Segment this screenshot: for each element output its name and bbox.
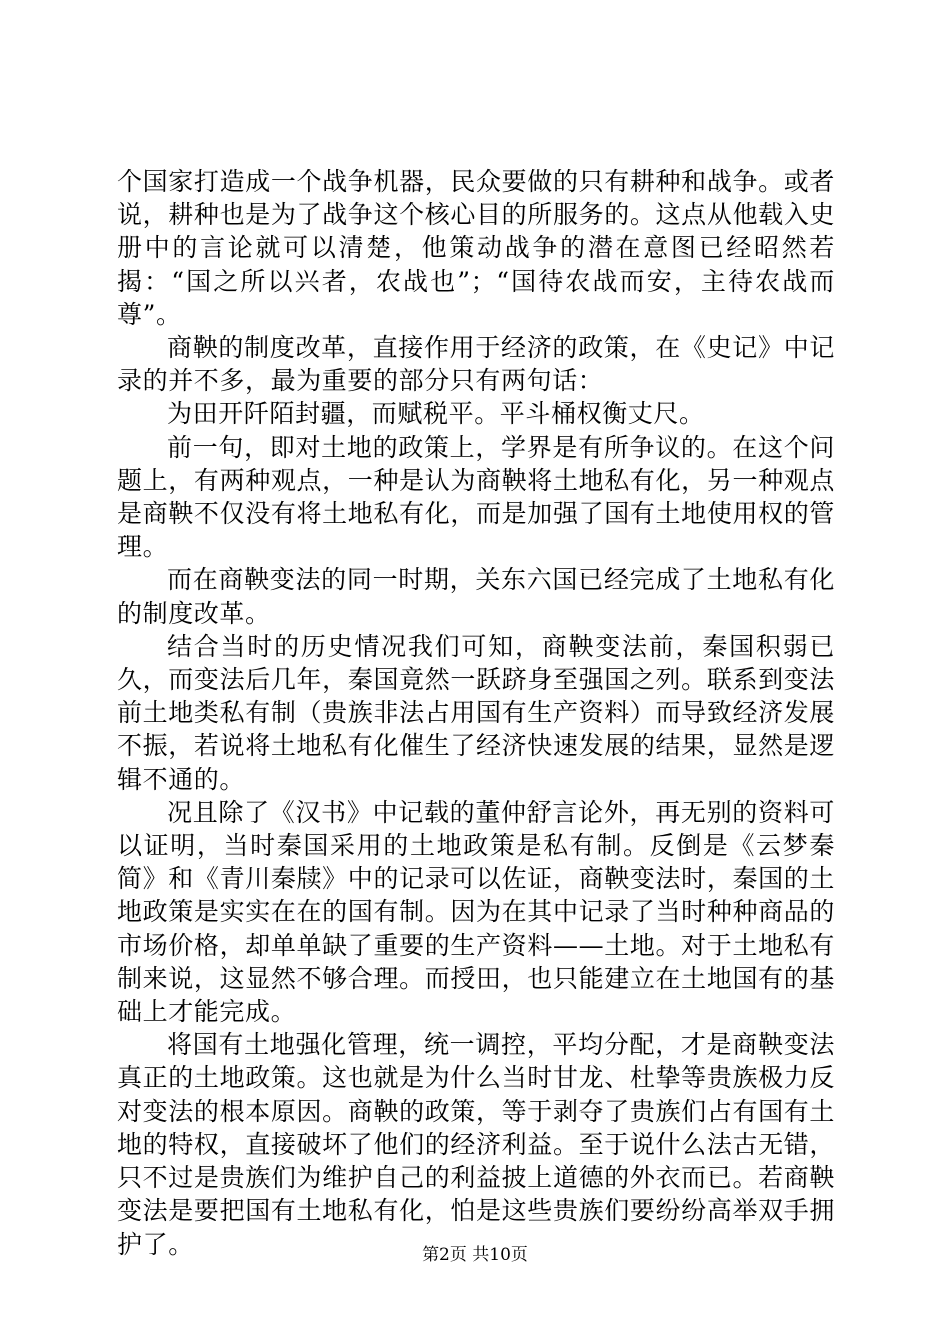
paragraph-continuation: 个国家打造成一个战争机器，民众要做的只有耕种和战争。或者说，耕种也是为了战争这个核心目的所服务的。这点从他载入史册中的言论就可以清楚，他策动战争的潜在意图已经昭然若揭：“国之所以兴者，农战也”；“国待农战而安，主待农战而尊”。 [117, 167, 835, 329]
page-footer: 第2页 共10页 [422, 1245, 528, 1265]
paragraph: 而在商鞅变法的同一时期，关东六国已经完成了土地私有化的制度改革。 [117, 565, 835, 628]
paragraph: 将国有土地强化管理，统一调控，平均分配，才是商鞅变法真正的土地政策。这也就是为什么当时甘龙、杜挚等贵族极力反对变法的根本原因。商鞅的政策，等于剥夺了贵族们占有国有土地的特权，直接破坏了他们的经济利益。至于说什么法古无错，只不过是贵族们为维护自己的利益披上道德的外衣而已。若商鞅变法是要把国有土地私有化，怕是这些贵族们要纷纷高举双手拥护了。 [117, 1030, 835, 1259]
paragraph: 商鞅的制度改革，直接作用于经济的政策，在《史记》中记录的并不多，最为重要的部分只有两句话： [117, 333, 835, 396]
body-text [117, 165, 835, 1261]
paragraph-quote: 为田开阡陌封疆，而赋税平。平斗桶权衡丈尺。 [167, 399, 705, 429]
paragraph: 况且除了《汉书》中记载的董仲舒言论外，再无别的资料可以证明，当时秦国采用的土地政策是私有制。反倒是《云梦秦简》和《青川秦牍》中的记录可以佐证，商鞅变法时，秦国的土地政策是实实在在的国有制。因为在其中记录了当时种种商品的市场价格，却单单缺了重要的生产资料——土地。对于土地私有制来说，这显然不够合理。而授田，也只能建立在土地国有的基础上才能完成。 [117, 797, 835, 1027]
paragraph: 结合当时的历史情况我们可知，商鞅变法前，秦国积弱已久，而变法后几年，秦国竟然一跃跻身至强国之列。联系到变法前土地类私有制（贵族非法占用国有生产资料）而导致经济发展不振，若说将土地私有化催生了经济快速发展的结果，显然是逻辑不通的。 [117, 631, 835, 794]
paragraph: 前一句，即对土地的政策上，学界是有所争议的。在这个问题上，有两种观点，一种是认为商鞅将土地私有化，另一种观点是商鞅不仅没有将土地私有化，而是加强了国有土地使用权的管理。 [117, 432, 835, 562]
